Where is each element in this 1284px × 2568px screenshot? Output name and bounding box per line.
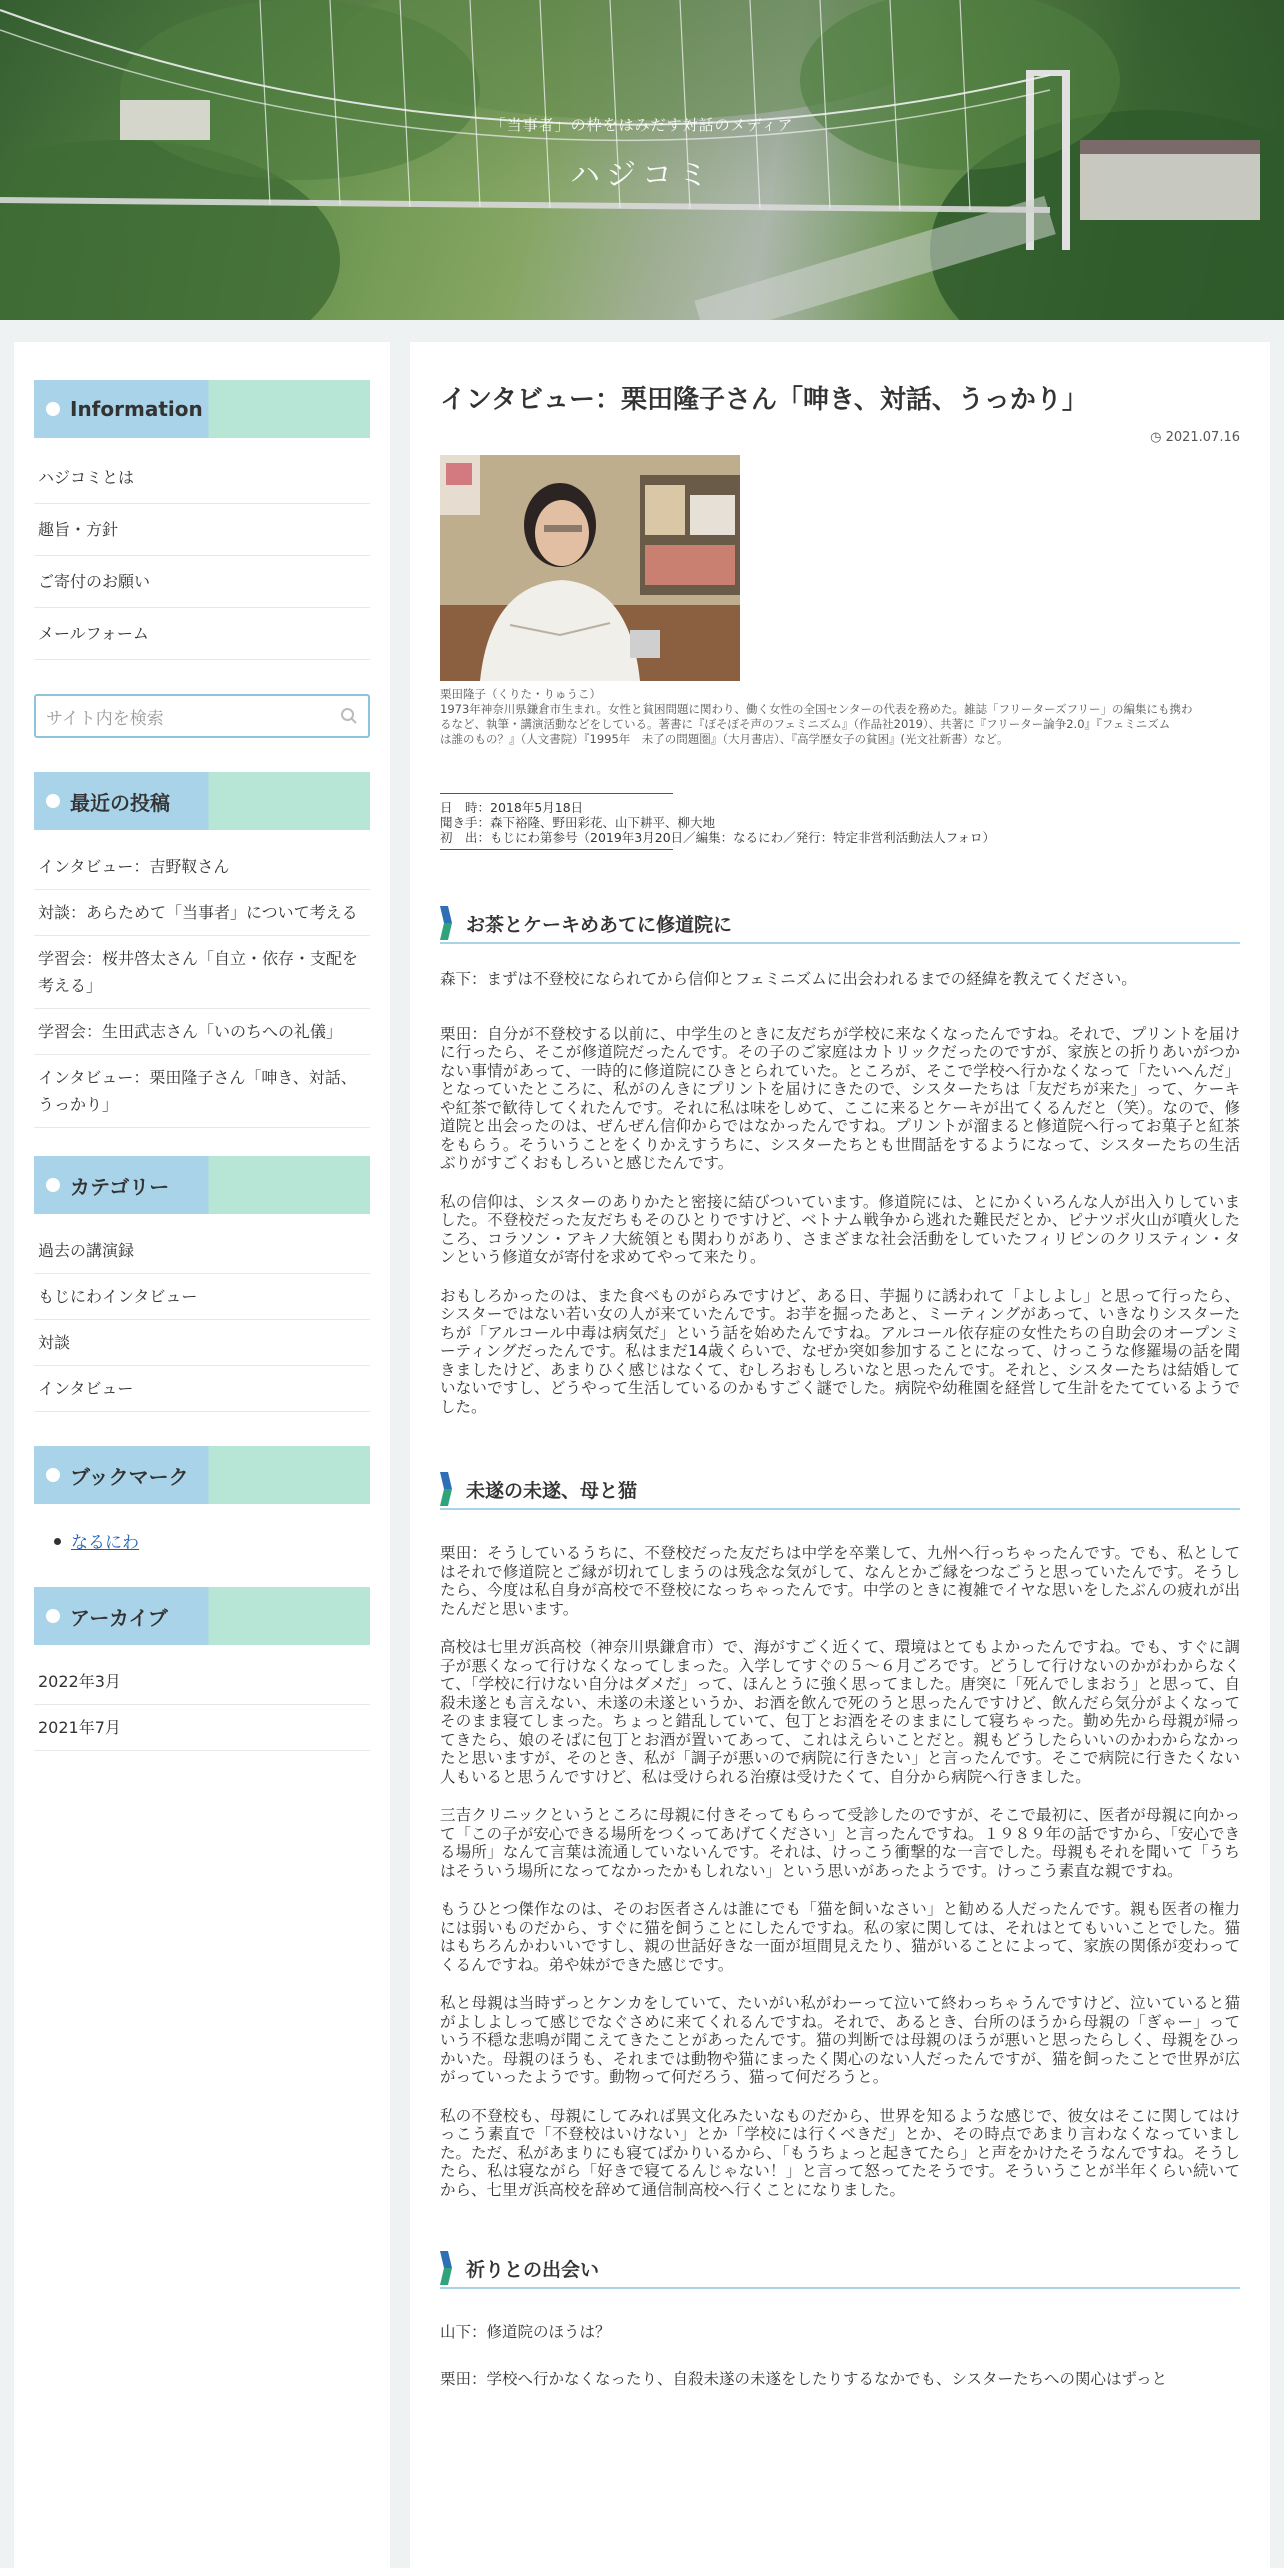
category-list xyxy=(34,1228,370,1412)
paragraph: 山下：修道院のほうは？ xyxy=(440,2323,611,2341)
article xyxy=(440,342,1240,2388)
bullet-icon xyxy=(46,1609,60,1623)
heading-marker-icon xyxy=(440,2251,452,2285)
main-content xyxy=(410,342,1270,2568)
widget-title-text: ブックマーク xyxy=(70,1464,189,1489)
category-link[interactable]: 過去の講演録 xyxy=(34,1228,370,1274)
recent-post-link[interactable]: インタビュー：吉野靫さん xyxy=(34,844,370,890)
recent-post-link[interactable]: 対談：あらためて「当事者」について考える xyxy=(34,890,370,936)
site-title[interactable]: ハジコミ xyxy=(570,158,714,193)
paragraph: 森下：まずは不登校になられてから信仰とフェミニズムに出会われるまでの経緯を教えてください。 xyxy=(440,970,1137,988)
divider xyxy=(440,793,673,794)
photo-illustration xyxy=(440,455,740,681)
paragraph: もうひとつ傑作なのは、そのお医者さんは誰にでも「猫を飼いなさい」と勧める人だったんです。親も医者の権力には弱いものだから、すぐに猫を飼うことにしたんですね。私の家に関しては、それはとてもいいことでした。猫はもちろんかわいいですし、親の世話好きな一面が垣間見えたり、猫がいることによって、家族の関係が変わってくるんですね。弟や妹ができた感じです。 xyxy=(440,1900,1240,1974)
recent-post-link[interactable]: 学習会：生田武志さん「いのちへの礼儀」 xyxy=(34,1009,370,1055)
section-heading xyxy=(440,2249,1240,2289)
paragraph: 栗田：学校へ行かなくなったり、自殺未遂の未遂をしたりするなかでも、シスターたちへの関心はずっと xyxy=(440,2369,1168,2388)
list-bullet-icon xyxy=(54,1538,61,1545)
widget-title-bookmark xyxy=(34,1446,370,1504)
sidebar-item-about[interactable]: ハジコミとは xyxy=(34,452,370,504)
widget-title-text: Information xyxy=(70,397,203,421)
divider xyxy=(440,849,673,850)
widget-title-category xyxy=(34,1156,370,1214)
paragraph: 高校は七里ガ浜高校（神奈川県鎌倉市）で、海がすごく近くて、環境はとてもよかったんですね。でも、すぐに調子が悪くなって行けなくなってしまった。入学してすぐの５～６月ごろです。どうして行けないのかがわからなくて、「学校に行けない自分はダメだ」って、ほんとうに強く思ってました。唐突に「死んでしまおう」と思って、自殺未遂とも言えない、未遂の未遂というか、お酒を飲んで死のうと思ったんですけど、飲んだら気分がよくなってそのまま寝てしまった。ちょっと錯乱していて、包丁とお酒をそのままにして寝ちゃった。勤め先から母親が帰ってきたら、娘のそばに包丁とお酒が置いてあって、これはえらいことだと。親もどうしたらいいのかわからなかったと思いますが、そのとき、私が「調子が悪いので病院に行きたい」と言ったんです。そこで病院に行きたくない人もいると思うんですけど、私は受けられる治療は受けたくて、自分から病院へ行きました。 xyxy=(440,1638,1240,1786)
heading-marker-icon xyxy=(440,906,452,940)
sidebar-item-donation[interactable]: ご寄付のお願い xyxy=(34,556,370,608)
caption-line: は誰のもの？』（人文書院）『1995年 未了の問題圏』（大月書店）、『高学歴女子の貧困』(光文社新書）など。 xyxy=(440,732,1009,746)
section-heading-text: 祈りとの出会い xyxy=(466,2258,600,2281)
paragraph: 栗田：そうしているうちに、不登校だった友だちは中学を卒業して、九州へ行っちゃったんです。でも、私としてはそれで修道院とご縁が切れてしまうのは残念な気がして、なんとかご縁をつなごうと思っていたんです。そうしたら、今度は私自身が高校で不登校になっちゃったんです。中学のときに複雑でイヤな思いをしたぶんの疲れが出たんだと思います。 xyxy=(440,1544,1240,1618)
caption-line: 1973年神奈川県鎌倉市生まれ。女性と貧困問題に関わり、働く女性の全国センターの代表を務めた。雑誌「フリーターズフリー」の編集にも携わ xyxy=(440,702,1193,716)
paragraph: 栗田：自分が不登校する以前に、中学生のときに友だちが学校に来なくなったんですね。それで、プリントを届けに行ったら、そこが修道院だったんです。その子のご家庭はカトリックだったのですが、家族との折りあいがつかない事情があって、一時的に修道院にひきとられていた。ところが、そこで学校へ行かなくなって「たいへんだ」となっていたところに、私がのんきにプリントを届けにきたので、シスターたちは「友だちが来た」って、ケーキや紅茶で歓待してくれたんです。それに私は味をしめて、ここに来るとケーキが出てくるんだと（笑）。なので、修道院と出会ったのは、ぜんぜん信仰からではなかったんですね。プリントが溜まると修道院へ行ってお菓子と紅茶をもらう。そういうことをくりかえすうちに、シスターたちとも世間話をするようになって、シスターたちの生活ぶりがすごくおもしろいと感じたんです。 xyxy=(440,1024,1240,1172)
search-icon[interactable] xyxy=(340,707,358,725)
sidebar xyxy=(14,342,390,2568)
meta-date: 日 時：2018年5月18日 xyxy=(440,800,584,815)
paragraph: 私と母親は当時ずっとケンカをしていて、たいがい私がわーって泣いて終わっちゃうんですけど、泣いていると猫がよしよしって感じでなぐさめに来てくれるんですね。それで、あるとき、台所のほうから母親の「ぎゃー」っていう不穏な悲鳴が聞こえてきたことがあったんです。猫の判断では母親のほうが悪いと思ったらしく、母親をひっかいた。母親のほうも、それまでは動物や猫にまったく関心のない人だったんですが、猫を飼ったことで世界が広がっていったようです。動物って何だろう、猫って何だろうと。 xyxy=(440,1994,1240,2086)
widget-title-text: アーカイブ xyxy=(70,1605,168,1630)
bullet-icon xyxy=(46,402,60,416)
sidebar-item-policy[interactable]: 趣旨・方針 xyxy=(34,504,370,556)
widget-title-recent xyxy=(34,772,370,830)
paragraph: 私の不登校も、母親にしてみれば異文化みたいなものだから、世界を知るような感じで、彼女はそこに関してはけっこう素直で「不登校はいけない」とか「学校には行くべきだ」とか、その時点であまり言わなくなっていました。ただ、私があまりにも寝てばかりいるから、「もうちょっと起きてたら」と声をかけたそうなんですね。そうしたら、私は寝ながら「好きで寝てるんじゃない！」と言って怒ってたそうです。そういうことが半年くらい続いてから、七里ガ浜高校を辞めて通信制高校へ行くことになりました。 xyxy=(440,2106,1240,2199)
category-link[interactable]: 対談 xyxy=(34,1320,370,1366)
widget-title-information xyxy=(34,380,370,438)
recent-post-link[interactable]: インタビュー：栗田隆子さん「呻き、対話、うっかり」 xyxy=(34,1055,370,1128)
section-heading xyxy=(440,904,1240,944)
bookmark-list xyxy=(54,1528,370,1553)
category-link[interactable]: もじにわインタビュー xyxy=(34,1274,370,1320)
section-heading-text: お茶とケーキめあてに修道院に xyxy=(466,913,733,936)
widget-title-archive xyxy=(34,1587,370,1645)
paragraph: おもしろかったのは、また食べものがらみですけど、ある日、芋掘りに誘われて「よしよし」と思って行ったら、シスターではない若い女の人が来ていたんです。お芋を掘ったあと、ミーティングがあって、いきなりシスターたちが「アルコール中毒は病気だ」という話を始めたんですね。アルコール依存症の女性たちの自助会のオープンミーティングだったんです。私はまだ14歳くらいで、なぜか突如参加することになって、けっこうな修羅場の話を聞きましたけど、あまりひく感じはなくて、むしろおもしろいなと思ったんです。それと、シスターたちは結婚していないですし、どうやって生活しているのかもすごく謎でした。病院や幼稚園を経営して生計をたてているようでした。 xyxy=(440,1286,1240,1416)
meta-source: 初 出：もじにわ第参号（2019年3月20日／編集：なるにわ／発行：特定非営利活動法人フォロ） xyxy=(440,830,996,845)
interview-meta xyxy=(440,800,1240,845)
bullet-icon xyxy=(46,1178,60,1192)
archive-link[interactable]: 2021年7月 xyxy=(34,1705,370,1751)
archive-link[interactable]: 2022年3月 xyxy=(34,1659,370,1705)
site-tagline: 「当事者」の枠をはみだす対話のメディア xyxy=(490,116,794,134)
category-link[interactable]: インタビュー xyxy=(34,1366,370,1412)
clock-icon: ◷ xyxy=(1150,430,1162,445)
information-list xyxy=(34,452,370,660)
section-heading-text: 未遂の未遂、母と猫 xyxy=(466,1479,638,1502)
heading-marker-icon xyxy=(440,1472,452,1506)
recent-post-link[interactable]: 学習会：桜井啓太さん「自立・依存・支配を考える」 xyxy=(34,936,370,1009)
paragraph: 私の信仰は、シスターのありかたと密接に結びついています。修道院には、とにかくいろんな人が出入りしていました。不登校だった友だちもそのひとりですけど、ベトナム戦争から逃れた難民だとか、ピナツボ火山が噴火したころ、コラソン・アキノ大統領とも関わりがあり、さまざまな社会活動をしていたフィリピンのクリスティン・タンという修道女が寄付を求めてやって来たり。 xyxy=(440,1192,1240,1266)
search-input[interactable] xyxy=(34,694,370,738)
section-heading xyxy=(440,1470,1240,1510)
recent-posts-list xyxy=(34,844,370,1128)
sidebar-item-mailform[interactable]: メールフォーム xyxy=(34,608,370,660)
archive-list xyxy=(34,1659,370,1751)
bullet-icon xyxy=(46,1468,60,1482)
interviewee-photo xyxy=(440,455,740,681)
meta-interviewers: 聞き手：森下裕隆、野田彩花、山下耕平、柳大地 xyxy=(440,815,716,830)
search-placeholder: サイト内を検索 xyxy=(46,708,164,729)
page-title: インタビュー：栗田隆子さん「呻き、対話、うっかり」 xyxy=(440,385,1088,415)
post-date-text: 2021.07.16 xyxy=(1165,430,1240,445)
caption-line: 栗田隆子（くりた・りゅうこ） xyxy=(440,687,601,701)
bookmark-link[interactable]: なるにわ xyxy=(71,1533,139,1553)
caption-line: るなど、執筆・講演活動などをしている。著書に『ぼそぼそ声のフェミニズム』（作品社2019）、共著に『フリーター論争2.0』『フェミニズム xyxy=(440,717,1171,731)
site-header xyxy=(0,0,1284,320)
bullet-icon xyxy=(46,794,60,808)
widget-title-text: 最近の投稿 xyxy=(70,790,170,815)
post-date xyxy=(440,430,1240,445)
widget-title-text: カテゴリー xyxy=(70,1174,170,1199)
photo-caption xyxy=(440,687,1240,747)
paragraph: 三吉クリニックというところに母親に付きそってもらって受診したのですが、そこで最初に、医者が母親に向かって「この子が安心できる場所をつくってあげてください」と言ったんですね。１９８９年の話ですから、「安心できる場所」なんて言葉は流通していないんです。それは、けっこう衝撃的な一言でした。母親もそれを聞いて「うちはそういう場所になってなかったかもしれない」という思いがあったようです。けっこう素直な親ですね。 xyxy=(440,1806,1240,1880)
